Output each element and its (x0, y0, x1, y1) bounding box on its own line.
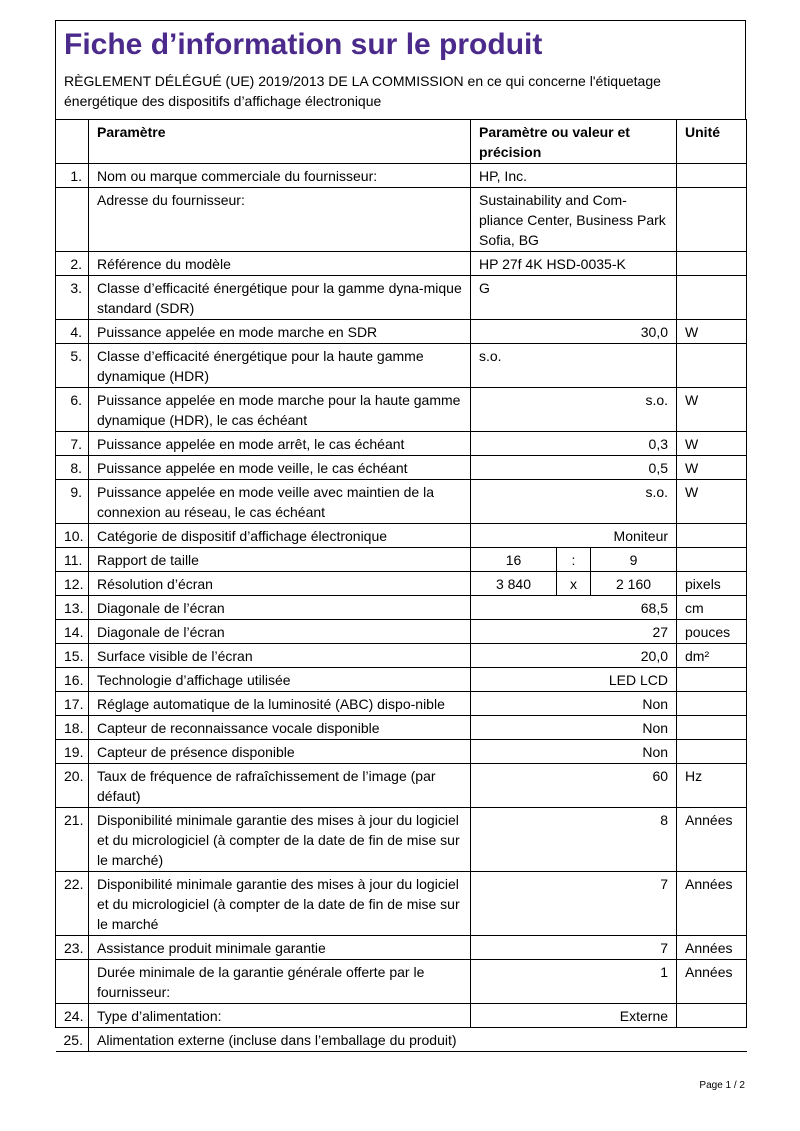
row-unit (677, 740, 747, 764)
table-row (56, 808, 747, 872)
sheet-header (55, 20, 746, 119)
row-number: 17. (56, 692, 89, 716)
row-parameter: Puissance appelée en mode veille avec maintien de la connexion au réseau, le cas échéant (89, 480, 471, 524)
row-value: Non (471, 692, 677, 716)
row-unit (677, 164, 747, 188)
product-info-sheet (55, 20, 746, 1052)
table-body (56, 164, 747, 1052)
table-row (56, 524, 747, 548)
row-parameter: Nom ou marque commerciale du fournisseur: (89, 164, 471, 188)
row-number: 6. (56, 388, 89, 432)
parameter-table (55, 119, 747, 1052)
row-unit (677, 716, 747, 740)
row-value: Non (471, 740, 677, 764)
row-value-separator: x (557, 572, 591, 596)
table-header-row (56, 120, 747, 164)
row-number: 9. (56, 480, 89, 524)
row-unit (677, 252, 747, 276)
row-unit: W (677, 432, 747, 456)
table-row (56, 960, 747, 1004)
row-value-b: 9 (591, 548, 677, 572)
row-number: 14. (56, 620, 89, 644)
row-unit: W (677, 388, 747, 432)
regulation-subtitle: RÈGLEMENT DÉLÉGUÉ (UE) 2019/2013 DE LA COMMISSION en ce qui concerne l'étiquetage énergétique des dispositifs d’affichage électronique (64, 73, 661, 109)
table-row (56, 740, 747, 764)
row-value-a: 16 (471, 548, 557, 572)
row-value: 60 (471, 764, 677, 808)
row-number (56, 960, 89, 1004)
header-num (56, 120, 89, 164)
table-row (56, 572, 747, 596)
row-number: 11. (56, 548, 89, 572)
row-value: Externe (471, 1004, 677, 1028)
page-number: Page 1 / 2 (699, 1080, 745, 1091)
row-value: s.o. (471, 388, 677, 432)
row-number: 10. (56, 524, 89, 548)
row-unit (677, 524, 747, 548)
row-number: 4. (56, 320, 89, 344)
row-parameter: Réglage automatique de la luminosité (ABC) dispo-nible (89, 692, 471, 716)
row-parameter: Adresse du fournisseur: (89, 188, 471, 252)
row-unit: dm² (677, 644, 747, 668)
header-param: Paramètre (89, 120, 471, 164)
row-unit (677, 692, 747, 716)
row-parameter: Surface visible de l’écran (89, 644, 471, 668)
row-parameter: Classe d’efficacité énergétique pour la haute gamme dynamique (HDR) (89, 344, 471, 388)
row-number: 5. (56, 344, 89, 388)
row-unit: cm (677, 596, 747, 620)
row-value: 8 (471, 808, 677, 872)
table-row (56, 344, 747, 388)
row-value: Moniteur (471, 524, 677, 548)
row-value: 27 (471, 620, 677, 644)
table-row (56, 252, 747, 276)
table-row (56, 1004, 747, 1028)
header-value: Paramètre ou valeur et précision (471, 120, 677, 164)
table-row (56, 320, 747, 344)
row-unit: Années (677, 808, 747, 872)
row-parameter: Rapport de taille (89, 548, 471, 572)
header-unit: Unité (677, 120, 747, 164)
table-row (56, 596, 747, 620)
row-unit (677, 276, 747, 320)
row-number: 16. (56, 668, 89, 692)
row-number: 7. (56, 432, 89, 456)
row-value: 68,5 (471, 596, 677, 620)
table-row (56, 388, 747, 432)
row-parameter: Capteur de présence disponible (89, 740, 471, 764)
row-parameter: Technologie d’affichage utilisée (89, 668, 471, 692)
table-row (56, 644, 747, 668)
row-unit: Années (677, 960, 747, 1004)
row-value: 30,0 (471, 320, 677, 344)
row-unit (677, 1004, 747, 1028)
row-unit: W (677, 480, 747, 524)
row-parameter: Puissance appelée en mode veille, le cas échéant (89, 456, 471, 480)
row-parameter: Disponibilité minimale garantie des mises à jour du logiciel et du micrologiciel (à compter de la date de fin de mise sur le marché) (89, 808, 471, 872)
row-unit: pouces (677, 620, 747, 644)
table-row (56, 432, 747, 456)
table-row (56, 1028, 747, 1052)
row-number: 3. (56, 276, 89, 320)
row-unit (677, 668, 747, 692)
row-parameter: Diagonale de l’écran (89, 596, 471, 620)
row-parameter: Alimentation externe (incluse dans l’emballage du produit) (89, 1028, 747, 1052)
row-value: G (471, 276, 677, 320)
row-parameter: Puissance appelée en mode marche en SDR (89, 320, 471, 344)
row-parameter: Disponibilité minimale garantie des mises à jour du logiciel et du micrologiciel (à compter de la date de fin de mise sur le marché (89, 872, 471, 936)
row-number: 15. (56, 644, 89, 668)
row-number: 24. (56, 1004, 89, 1028)
row-value: Non (471, 716, 677, 740)
row-parameter: Assistance produit minimale garantie (89, 936, 471, 960)
row-parameter: Catégorie de dispositif d’affichage électronique (89, 524, 471, 548)
table-row (56, 276, 747, 320)
table-row (56, 620, 747, 644)
row-parameter: Durée minimale de la garantie générale offerte par le fournisseur: (89, 960, 471, 1004)
row-parameter: Taux de fréquence de rafraîchissement de l’image (par défaut) (89, 764, 471, 808)
table-row (56, 872, 747, 936)
row-parameter: Référence du modèle (89, 252, 471, 276)
table-row (56, 188, 747, 252)
row-value: 7 (471, 936, 677, 960)
table-row (56, 164, 747, 188)
row-unit: Années (677, 872, 747, 936)
row-value: 1 (471, 960, 677, 1004)
table-row (56, 548, 747, 572)
row-unit (677, 188, 747, 252)
row-unit (677, 548, 747, 572)
row-parameter: Classe d’efficacité énergétique pour la gamme dyna-mique standard (SDR) (89, 276, 471, 320)
row-value-separator: : (557, 548, 591, 572)
row-number: 22. (56, 872, 89, 936)
row-number: 1. (56, 164, 89, 188)
table-row (56, 716, 747, 740)
row-number: 21. (56, 808, 89, 872)
row-number: 19. (56, 740, 89, 764)
row-value: 0,3 (471, 432, 677, 456)
page-title: Fiche d’information sur le produit (64, 28, 543, 61)
row-parameter: Puissance appelée en mode arrêt, le cas échéant (89, 432, 471, 456)
table-row (56, 692, 747, 716)
table-row (56, 764, 747, 808)
row-unit: Hz (677, 764, 747, 808)
row-number (56, 188, 89, 252)
row-value: s.o. (471, 480, 677, 524)
row-parameter: Capteur de reconnaissance vocale disponible (89, 716, 471, 740)
row-value-a: 3 840 (471, 572, 557, 596)
row-value: Sustainability and Com-pliance Center, Business Park Sofia, BG (471, 188, 677, 252)
table-row (56, 936, 747, 960)
row-parameter: Diagonale de l’écran (89, 620, 471, 644)
row-unit: Années (677, 936, 747, 960)
table-row (56, 480, 747, 524)
row-number: 2. (56, 252, 89, 276)
row-number: 12. (56, 572, 89, 596)
row-unit: W (677, 456, 747, 480)
row-number: 18. (56, 716, 89, 740)
row-number: 13. (56, 596, 89, 620)
row-number: 20. (56, 764, 89, 808)
row-value-b: 2 160 (591, 572, 677, 596)
row-value: 20,0 (471, 644, 677, 668)
row-number: 23. (56, 936, 89, 960)
row-value: s.o. (471, 344, 677, 388)
table-row (56, 456, 747, 480)
row-value: HP, Inc. (471, 164, 677, 188)
row-parameter: Puissance appelée en mode marche pour la haute gamme dynamique (HDR), le cas échéant (89, 388, 471, 432)
row-unit: W (677, 320, 747, 344)
row-unit (677, 344, 747, 388)
row-parameter: Type d’alimentation: (89, 1004, 471, 1028)
row-number: 25. (56, 1028, 89, 1052)
row-unit: pixels (677, 572, 747, 596)
row-value: LED LCD (471, 668, 677, 692)
row-value: 7 (471, 872, 677, 936)
row-value: HP 27f 4K HSD-0035-K (471, 252, 677, 276)
row-parameter: Résolution d’écran (89, 572, 471, 596)
row-number: 8. (56, 456, 89, 480)
row-value: 0,5 (471, 456, 677, 480)
table-row (56, 668, 747, 692)
